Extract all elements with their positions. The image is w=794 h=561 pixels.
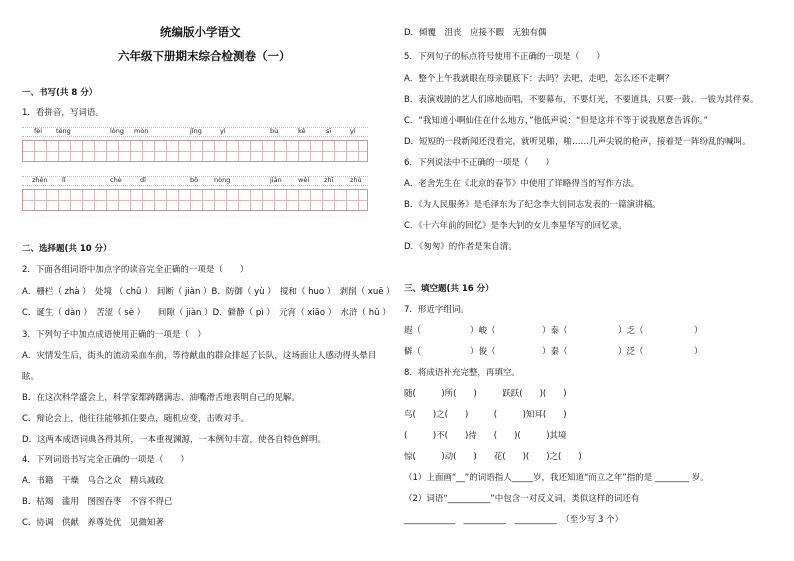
section1-heading: 一、书写(共 8 分） — [22, 88, 98, 98]
q7-cell: ）俊（ — [470, 347, 496, 357]
q8-idiom-row-2: 鸟( )之( ) ( )知耳( ) — [404, 410, 567, 420]
q8-idiom-row-4: 惊( )动( ) 花( )( )之( ) — [404, 452, 582, 462]
pinyin: nòng — [214, 176, 231, 184]
pinyin: bù — [270, 127, 279, 135]
pinyin: sī — [326, 127, 332, 135]
q5-option-d: D．短短的一段新闻还没看完，就听见啪，啪……几声尖锐的枪声，接着是一阵纷乱的喊叫。 — [404, 137, 751, 147]
pinyin: fèi — [34, 127, 43, 135]
q7-cell: ）泛（ — [618, 347, 644, 357]
pinyin: wěi — [298, 176, 310, 184]
q6-option-b: B．《为人民服务》是毛泽东为了纪念李大钊同志发表的一篇演讲稿。 — [404, 200, 661, 210]
pinyin: jiān — [270, 176, 282, 184]
q7-cell: ）泰（ — [542, 326, 568, 336]
q6-option-d: D．《匆匆》的作者是朱自清。 — [404, 242, 517, 252]
pinyin: lòng — [110, 127, 125, 135]
writing-grid-2[interactable] — [22, 189, 368, 211]
pinyin: mòn — [134, 127, 149, 135]
q7-cell: 僻（ — [404, 347, 422, 357]
q5-option-a: A．整个上午我就眼在母亲腿底下：去吗？去吧，走吧，怎么还不走啊？ — [404, 74, 674, 84]
q4-option-a: A．书籍 干燥 乌合之众 精兵减政 — [22, 476, 164, 486]
question-6: 6．下列说法中不正确的一项是（ ） — [404, 158, 554, 168]
q6-option-a: A．老舍先生在《北京的春节》中使用了详略得当的写作方法。 — [404, 179, 640, 189]
q8-subquestion-2: （2）词语“__________”中包含一对反义词，类似这样的词还有 — [404, 494, 640, 504]
writing-grid-1[interactable] — [22, 140, 368, 162]
question-1: 1．看拼音，写词语。 — [22, 108, 104, 118]
paper-title-line2: 六年级下册期末综合检测卷（一） — [118, 49, 291, 63]
q8-answer-blanks: ____________ __________ __________ （至少写 3 个） — [404, 515, 624, 525]
pinyin: yì — [350, 127, 356, 135]
q4-option-d: D．倾覆 沮丧 应接不暇 无独有偶 — [404, 28, 547, 38]
question-8: 8．将成语补充完整，再填空。 — [404, 368, 520, 378]
q8-idiom-row-3: ( )不( )待 ( )( )其境 — [404, 431, 567, 441]
pinyin: zhēn — [32, 176, 48, 184]
pinyin: bō — [190, 176, 199, 184]
q4-option-b: B．枯竭 滥用 图图吞枣 不容不得已 — [22, 497, 173, 507]
pinyin: zhī — [324, 176, 334, 184]
pinyin: lǐ — [62, 176, 66, 184]
q4-option-c: C．协调 供献 养尊处优 见微知著 — [22, 518, 164, 528]
pinyin: zhù — [350, 176, 362, 184]
q8-subquestion-1: （1）上面画“__”的词语指人_____岁，我还知道“而立之年”指的是 ________ 岁。 — [404, 473, 709, 483]
pinyin: téng — [56, 127, 71, 135]
question-4: 4．下列词语书写完全正确的一项是（ ） — [22, 455, 189, 465]
q5-option-b: B．表演戏剧的艺人们席地而唱，不要幕布，不要灯光，不要道具，只要一鼓、一钹为其伴奏。 — [404, 95, 759, 105]
q7-cell: ） — [694, 347, 703, 357]
q3-option-a: A．灾情发生后，街头的流动采血车前，等待献血的群众排起了长队，这场面让人感动得头晕目 — [22, 351, 377, 361]
question-7: 7．形近字组词。 — [404, 305, 469, 315]
q7-cell: ）峻（ — [470, 326, 496, 336]
q3-option-a-cont: 眩。 — [22, 372, 40, 382]
q2-options-cd: C．诞生（ dàn ） 苦涩（ sè ） 间隙（ jiàn ）D．僻静（ pì ） 元宵（ xiāo ） 水浒（ hǔ ） — [22, 308, 391, 318]
q6-option-c: C．《十六年前的回忆》是李大钊的女儿李星华写的回忆录。 — [404, 221, 627, 231]
q3-option-c: C．辩论会上，他往往能够抓住要点，随机应变，击败对手。 — [22, 414, 249, 424]
paper-title-line1: 统编版小学语文 — [160, 25, 241, 39]
q7-cell: 遐（ — [404, 326, 422, 336]
question-3: 3．下列句子中加点成语使用正确的一项是（ ） — [22, 330, 206, 340]
section2-heading: 二、选择题(共 10 分） — [22, 244, 112, 254]
q7-cell: ）秦（ — [542, 347, 568, 357]
pinyin: chè — [110, 176, 122, 184]
q3-option-d: D．这两本成语词典各得其所，一本重视渊源，一本例句丰富，使各自特色鲜明。 — [22, 435, 327, 445]
q3-option-b: B．在这次科学盛会上，科学家都踌躇满志、油嘴滑舌地表明自己的见解。 — [22, 393, 300, 403]
q7-cell: ）乏（ — [618, 326, 644, 336]
q5-option-c: C．“我知道小啊仙住在什么地方，”他低声说：“但是这并不等于说我愿意告诉你。” — [404, 116, 709, 126]
pinyin: jīng — [190, 127, 202, 135]
question-5: 5．下列句子的标点符号使用不正确的一项是（ ） — [404, 52, 605, 62]
question-2: 2．下面各组词语中加点字的读音完全正确的一项是（ ） — [22, 265, 249, 275]
q8-idiom-row-1: 随( )所( ) 跃跃( )( ) — [404, 389, 567, 399]
pinyin: dǐ — [140, 176, 146, 184]
q7-cell: ） — [694, 326, 703, 336]
pinyin: kě — [298, 127, 306, 135]
q2-options-ab: A．栅栏（ zhà ） 处境 （ chǔ ） 间断（ jiàn ）B．防御（ yù ） 搅和（ huo ） 剥削（ xuē ） — [22, 287, 395, 297]
section3-heading: 三、填空题(共 16 分） — [404, 284, 494, 294]
pinyin: yì — [220, 127, 226, 135]
